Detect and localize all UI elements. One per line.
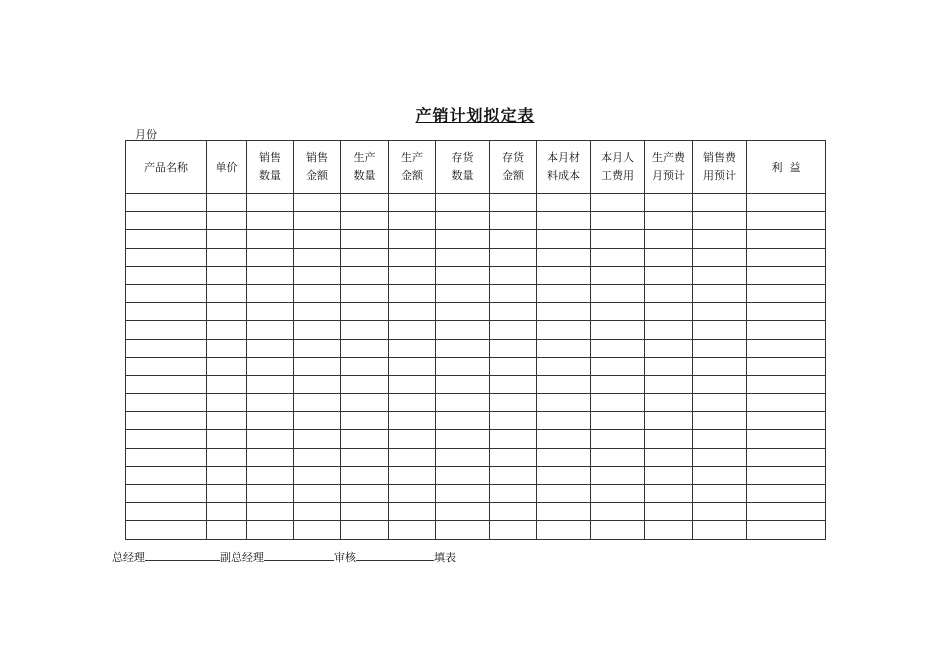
- table-cell[interactable]: [341, 521, 389, 539]
- table-cell[interactable]: [341, 485, 389, 503]
- table-cell[interactable]: [436, 503, 490, 521]
- table-cell[interactable]: [490, 394, 537, 412]
- table-cell[interactable]: [537, 303, 591, 321]
- table-cell[interactable]: [126, 303, 207, 321]
- table-cell[interactable]: [537, 339, 591, 357]
- table-cell[interactable]: [389, 375, 436, 393]
- table-cell[interactable]: [294, 339, 341, 357]
- table-cell[interactable]: [537, 248, 591, 266]
- table-cell[interactable]: [591, 266, 645, 284]
- table-cell[interactable]: [294, 194, 341, 212]
- table-cell[interactable]: [591, 303, 645, 321]
- table-cell[interactable]: [389, 321, 436, 339]
- table-cell[interactable]: [341, 303, 389, 321]
- table-cell[interactable]: [207, 248, 247, 266]
- table-cell[interactable]: [591, 194, 645, 212]
- table-cell[interactable]: [747, 339, 826, 357]
- table-cell[interactable]: [436, 430, 490, 448]
- table-row: [126, 194, 826, 212]
- table-cell[interactable]: [207, 321, 247, 339]
- table-cell[interactable]: [490, 357, 537, 375]
- table-cell[interactable]: [747, 412, 826, 430]
- table-cell[interactable]: [490, 503, 537, 521]
- table-row: [126, 448, 826, 466]
- table-cell[interactable]: [247, 448, 294, 466]
- table-cell[interactable]: [341, 194, 389, 212]
- table-row: [126, 503, 826, 521]
- table-row: [126, 321, 826, 339]
- table-cell[interactable]: [126, 284, 207, 302]
- table-cell[interactable]: [247, 321, 294, 339]
- table-cell[interactable]: [207, 375, 247, 393]
- table-cell[interactable]: [294, 357, 341, 375]
- table-cell[interactable]: [436, 375, 490, 393]
- table-cell[interactable]: [645, 448, 693, 466]
- table-row: [126, 339, 826, 357]
- table-cell[interactable]: [207, 485, 247, 503]
- table-cell[interactable]: [247, 339, 294, 357]
- table-cell[interactable]: [207, 194, 247, 212]
- table-cell[interactable]: [645, 503, 693, 521]
- table-cell[interactable]: [341, 357, 389, 375]
- table-cell[interactable]: [294, 230, 341, 248]
- table-cell[interactable]: [207, 430, 247, 448]
- table-cell[interactable]: [747, 357, 826, 375]
- col-header-product-name: 产品名称: [126, 141, 207, 194]
- table-cell[interactable]: [389, 430, 436, 448]
- table-cell[interactable]: [436, 248, 490, 266]
- table-cell[interactable]: [389, 448, 436, 466]
- table-cell[interactable]: [207, 230, 247, 248]
- table-cell[interactable]: [591, 357, 645, 375]
- table-cell[interactable]: [645, 521, 693, 539]
- table-cell[interactable]: [645, 412, 693, 430]
- table-cell[interactable]: [389, 339, 436, 357]
- table-cell[interactable]: [490, 248, 537, 266]
- table-cell[interactable]: [645, 375, 693, 393]
- table-cell[interactable]: [693, 339, 747, 357]
- table-cell[interactable]: [389, 194, 436, 212]
- table-cell[interactable]: [537, 284, 591, 302]
- table-cell[interactable]: [645, 212, 693, 230]
- table-cell[interactable]: [436, 412, 490, 430]
- table-cell[interactable]: [693, 194, 747, 212]
- table-row: [126, 266, 826, 284]
- table-cell[interactable]: [490, 375, 537, 393]
- table-cell[interactable]: [490, 284, 537, 302]
- col-header-sales-expense-estimate: 销售费 用预计: [693, 141, 747, 194]
- table-cell[interactable]: [490, 303, 537, 321]
- table-cell[interactable]: [693, 430, 747, 448]
- table-cell[interactable]: [436, 321, 490, 339]
- table-cell[interactable]: [693, 503, 747, 521]
- table-cell[interactable]: [126, 394, 207, 412]
- table-cell[interactable]: [645, 321, 693, 339]
- table-cell[interactable]: [537, 521, 591, 539]
- table-cell[interactable]: [747, 230, 826, 248]
- col-header-profit: 利 益: [747, 141, 826, 194]
- table-cell[interactable]: [341, 503, 389, 521]
- review-blank[interactable]: [356, 550, 434, 561]
- table-cell[interactable]: [693, 448, 747, 466]
- table-cell[interactable]: [294, 284, 341, 302]
- table-cell[interactable]: [389, 212, 436, 230]
- table-cell[interactable]: [389, 412, 436, 430]
- table-cell[interactable]: [294, 448, 341, 466]
- table-cell[interactable]: [341, 430, 389, 448]
- table-cell[interactable]: [126, 430, 207, 448]
- table-cell[interactable]: [591, 503, 645, 521]
- general-manager-label: 总经理: [112, 551, 145, 564]
- table-cell[interactable]: [436, 266, 490, 284]
- table-cell[interactable]: [126, 212, 207, 230]
- table-cell[interactable]: [645, 303, 693, 321]
- table-cell[interactable]: [747, 521, 826, 539]
- table-cell[interactable]: [591, 521, 645, 539]
- table-cell[interactable]: [207, 266, 247, 284]
- table-cell[interactable]: [126, 339, 207, 357]
- table-cell[interactable]: [126, 466, 207, 484]
- table-cell[interactable]: [207, 303, 247, 321]
- col-header-inventory-qty: 存货 数量: [436, 141, 490, 194]
- table-cell[interactable]: [537, 212, 591, 230]
- table-cell[interactable]: [645, 248, 693, 266]
- table-cell[interactable]: [645, 339, 693, 357]
- table-cell[interactable]: [591, 284, 645, 302]
- table-cell[interactable]: [591, 248, 645, 266]
- table-cell[interactable]: [693, 485, 747, 503]
- table-cell[interactable]: [126, 412, 207, 430]
- table-cell[interactable]: [247, 430, 294, 448]
- table-cell[interactable]: [537, 485, 591, 503]
- table-cell[interactable]: [207, 357, 247, 375]
- table-cell[interactable]: [436, 485, 490, 503]
- table-cell[interactable]: [537, 357, 591, 375]
- table-cell[interactable]: [645, 357, 693, 375]
- table-cell[interactable]: [693, 321, 747, 339]
- table-cell[interactable]: [207, 412, 247, 430]
- table-cell[interactable]: [207, 284, 247, 302]
- table-row: [126, 357, 826, 375]
- table-cell[interactable]: [207, 448, 247, 466]
- table-cell[interactable]: [645, 266, 693, 284]
- table-cell[interactable]: [747, 466, 826, 484]
- table-cell[interactable]: [436, 448, 490, 466]
- col-header-sales-qty: 销售 数量: [247, 141, 294, 194]
- table-cell[interactable]: [126, 375, 207, 393]
- table-cell[interactable]: [490, 448, 537, 466]
- table-cell[interactable]: [693, 266, 747, 284]
- table-cell[interactable]: [537, 375, 591, 393]
- table-cell[interactable]: [294, 521, 341, 539]
- table-cell[interactable]: [247, 194, 294, 212]
- table-row: [126, 521, 826, 539]
- table-cell[interactable]: [207, 394, 247, 412]
- table-cell[interactable]: [294, 503, 341, 521]
- table-cell[interactable]: [207, 521, 247, 539]
- table-cell[interactable]: [436, 521, 490, 539]
- table-cell[interactable]: [747, 375, 826, 393]
- deputy-general-manager-blank[interactable]: [264, 550, 334, 561]
- table-cell[interactable]: [294, 485, 341, 503]
- table-cell[interactable]: [389, 248, 436, 266]
- table-cell[interactable]: [294, 466, 341, 484]
- table-cell[interactable]: [294, 303, 341, 321]
- table-cell[interactable]: [126, 448, 207, 466]
- prepared-by-label: 填表: [434, 551, 456, 564]
- col-header-production-amount: 生产 金额: [389, 141, 436, 194]
- table-cell[interactable]: [341, 284, 389, 302]
- table-cell[interactable]: [126, 248, 207, 266]
- table-cell[interactable]: [747, 194, 826, 212]
- table-cell[interactable]: [436, 357, 490, 375]
- table-cell[interactable]: [247, 303, 294, 321]
- table-cell[interactable]: [389, 303, 436, 321]
- table-cell[interactable]: [693, 303, 747, 321]
- table-cell[interactable]: [747, 448, 826, 466]
- table-cell[interactable]: [693, 375, 747, 393]
- table-cell[interactable]: [645, 485, 693, 503]
- table-cell[interactable]: [294, 412, 341, 430]
- table-row: [126, 412, 826, 430]
- table-cell[interactable]: [591, 430, 645, 448]
- table-cell[interactable]: [591, 230, 645, 248]
- table-cell[interactable]: [436, 339, 490, 357]
- table-row: [126, 394, 826, 412]
- table-cell[interactable]: [693, 357, 747, 375]
- table-cell[interactable]: [247, 466, 294, 484]
- table-cell[interactable]: [591, 448, 645, 466]
- table-cell[interactable]: [247, 485, 294, 503]
- table-cell[interactable]: [436, 194, 490, 212]
- table-cell[interactable]: [247, 503, 294, 521]
- table-cell[interactable]: [207, 339, 247, 357]
- table-cell[interactable]: [591, 466, 645, 484]
- table-cell[interactable]: [537, 394, 591, 412]
- table-cell[interactable]: [126, 266, 207, 284]
- table-cell[interactable]: [591, 321, 645, 339]
- table-cell[interactable]: [389, 284, 436, 302]
- table-cell[interactable]: [537, 448, 591, 466]
- col-header-material-cost: 本月材 料成本: [537, 141, 591, 194]
- table-cell[interactable]: [126, 503, 207, 521]
- table-cell[interactable]: [537, 503, 591, 521]
- table-row: [126, 248, 826, 266]
- table-cell[interactable]: [591, 485, 645, 503]
- table-row: [126, 284, 826, 302]
- table-cell[interactable]: [341, 466, 389, 484]
- month-label: 月份: [135, 128, 157, 141]
- table-cell[interactable]: [591, 212, 645, 230]
- table-cell[interactable]: [294, 212, 341, 230]
- table-cell[interactable]: [537, 230, 591, 248]
- table-cell[interactable]: [591, 339, 645, 357]
- table-cell[interactable]: [693, 412, 747, 430]
- table-cell[interactable]: [645, 466, 693, 484]
- review-label: 审核: [334, 551, 356, 564]
- table-cell[interactable]: [490, 230, 537, 248]
- table-cell[interactable]: [693, 230, 747, 248]
- table-cell[interactable]: [126, 521, 207, 539]
- table-cell[interactable]: [436, 466, 490, 484]
- table-cell[interactable]: [341, 394, 389, 412]
- table-cell[interactable]: [490, 339, 537, 357]
- table-cell[interactable]: [294, 394, 341, 412]
- table-cell[interactable]: [294, 266, 341, 284]
- general-manager-blank[interactable]: [145, 550, 220, 561]
- table-cell[interactable]: [341, 339, 389, 357]
- table-cell[interactable]: [537, 430, 591, 448]
- table-cell[interactable]: [126, 357, 207, 375]
- table-cell[interactable]: [247, 284, 294, 302]
- col-header-production-qty: 生产 数量: [341, 141, 389, 194]
- table-cell[interactable]: [747, 266, 826, 284]
- table-cell[interactable]: [490, 212, 537, 230]
- table-cell[interactable]: [247, 394, 294, 412]
- table-cell[interactable]: [341, 212, 389, 230]
- col-header-sales-amount: 销售 金额: [294, 141, 341, 194]
- table-cell[interactable]: [645, 430, 693, 448]
- table-cell[interactable]: [747, 321, 826, 339]
- table-cell[interactable]: [126, 194, 207, 212]
- plan-table: [125, 140, 826, 540]
- table-cell[interactable]: [294, 375, 341, 393]
- table-cell[interactable]: [389, 230, 436, 248]
- table-cell[interactable]: [747, 394, 826, 412]
- table-cell[interactable]: [436, 230, 490, 248]
- table-cell[interactable]: [389, 357, 436, 375]
- table-cell[interactable]: [294, 430, 341, 448]
- table-cell[interactable]: [341, 375, 389, 393]
- table-cell[interactable]: [247, 521, 294, 539]
- table-cell[interactable]: [389, 503, 436, 521]
- table-row: [126, 212, 826, 230]
- table-cell[interactable]: [490, 521, 537, 539]
- table-cell[interactable]: [490, 412, 537, 430]
- table-cell[interactable]: [389, 266, 436, 284]
- table-cell[interactable]: [490, 466, 537, 484]
- table-cell[interactable]: [747, 503, 826, 521]
- table-cell[interactable]: [389, 521, 436, 539]
- table-cell[interactable]: [247, 412, 294, 430]
- table-cell[interactable]: [247, 230, 294, 248]
- table-cell[interactable]: [645, 284, 693, 302]
- table-cell[interactable]: [747, 430, 826, 448]
- table-cell[interactable]: [341, 230, 389, 248]
- table-body: [126, 194, 826, 540]
- table-cell[interactable]: [645, 194, 693, 212]
- table-cell[interactable]: [389, 466, 436, 484]
- table-cell[interactable]: [747, 212, 826, 230]
- table-cell[interactable]: [693, 248, 747, 266]
- table-cell[interactable]: [294, 321, 341, 339]
- table-cell[interactable]: [537, 466, 591, 484]
- table-cell[interactable]: [389, 485, 436, 503]
- col-header-production-expense-estimate: 生产费 月预计: [645, 141, 693, 194]
- deputy-general-manager-label: 副总经理: [220, 551, 264, 564]
- table-cell[interactable]: [247, 248, 294, 266]
- table-row: [126, 303, 826, 321]
- table-row: [126, 230, 826, 248]
- table-cell[interactable]: [389, 394, 436, 412]
- col-header-labor-cost: 本月人 工费用: [591, 141, 645, 194]
- table-cell[interactable]: [490, 266, 537, 284]
- table-cell[interactable]: [747, 284, 826, 302]
- table-cell[interactable]: [693, 521, 747, 539]
- table-cell[interactable]: [436, 212, 490, 230]
- table-cell[interactable]: [436, 284, 490, 302]
- table-cell[interactable]: [247, 375, 294, 393]
- table-cell[interactable]: [490, 194, 537, 212]
- table-cell[interactable]: [126, 485, 207, 503]
- table-cell[interactable]: [645, 230, 693, 248]
- table-cell[interactable]: [341, 412, 389, 430]
- table-row: [126, 466, 826, 484]
- table-cell[interactable]: [537, 194, 591, 212]
- table-cell[interactable]: [247, 357, 294, 375]
- col-header-inventory-amount: 存货 金额: [490, 141, 537, 194]
- table-cell[interactable]: [591, 375, 645, 393]
- table-cell[interactable]: [693, 394, 747, 412]
- header-row: [126, 141, 826, 194]
- table-cell[interactable]: [247, 212, 294, 230]
- signature-line: [112, 549, 456, 565]
- table-cell[interactable]: [490, 430, 537, 448]
- table-cell[interactable]: [693, 466, 747, 484]
- table-cell[interactable]: [693, 284, 747, 302]
- table-cell[interactable]: [693, 212, 747, 230]
- table-cell[interactable]: [490, 485, 537, 503]
- table-cell[interactable]: [247, 266, 294, 284]
- table-cell[interactable]: [537, 321, 591, 339]
- table-cell[interactable]: [294, 248, 341, 266]
- table-cell[interactable]: [591, 394, 645, 412]
- table-cell[interactable]: [207, 503, 247, 521]
- table-row: [126, 485, 826, 503]
- table-cell[interactable]: [747, 303, 826, 321]
- table-cell[interactable]: [591, 412, 645, 430]
- table-cell[interactable]: [126, 321, 207, 339]
- form-title: 产销计划拟定表: [415, 106, 535, 125]
- table-cell[interactable]: [341, 248, 389, 266]
- table-cell[interactable]: [537, 412, 591, 430]
- table-cell[interactable]: [341, 321, 389, 339]
- table-cell[interactable]: [341, 448, 389, 466]
- table-cell[interactable]: [747, 485, 826, 503]
- table-row: [126, 430, 826, 448]
- table-cell[interactable]: [207, 466, 247, 484]
- table-cell[interactable]: [645, 394, 693, 412]
- table-cell[interactable]: [207, 212, 247, 230]
- table-cell[interactable]: [747, 248, 826, 266]
- table-cell[interactable]: [490, 321, 537, 339]
- table-cell[interactable]: [436, 394, 490, 412]
- table-cell[interactable]: [341, 266, 389, 284]
- table-cell[interactable]: [436, 303, 490, 321]
- col-header-unit-price: 单价: [207, 141, 247, 194]
- table-row: [126, 375, 826, 393]
- table-cell[interactable]: [537, 266, 591, 284]
- table-cell[interactable]: [126, 230, 207, 248]
